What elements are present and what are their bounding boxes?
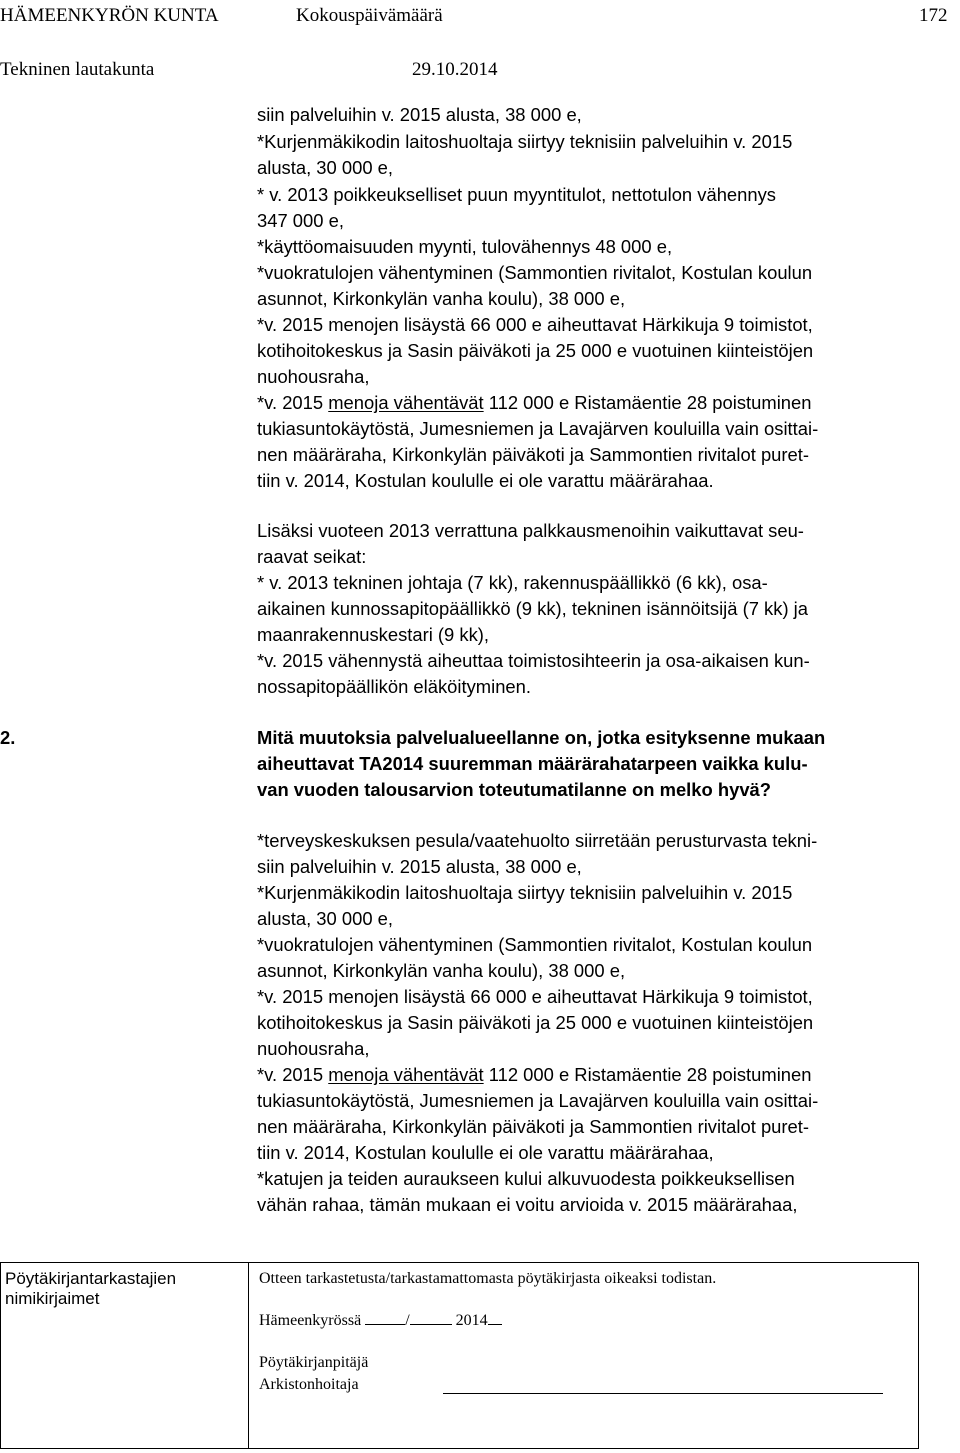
- text-segment: *v. 2015: [257, 392, 329, 413]
- text-line: kotihoitokeskus ja Sasin päiväkoti ja 25 000 e vuotuinen kiinteistöjen: [257, 1012, 814, 1033]
- text-line: tiin v. 2014, Kostulan koululle ei ole varattu määrärahaa,: [257, 1142, 714, 1163]
- text-line: nossapitopäällikön eläköityminen.: [257, 676, 531, 697]
- text-line: alusta, 30 000 e,: [257, 157, 393, 178]
- text-line: aikainen kunnossapitopäällikkö (9 kk), tekninen isännöitsijä (7 kk) ja: [257, 598, 808, 619]
- text-line: asunnot, Kirkonkylän vanha koulu), 38 000 e,: [257, 960, 626, 981]
- text-line: 347 000 e,: [257, 210, 344, 231]
- secretary-role: Pöytäkirjanpitäjä: [259, 1354, 369, 1371]
- signature-box: [0, 1262, 919, 1449]
- place-label: Hämeenkyrössä: [259, 1312, 362, 1329]
- text-line: asunnot, Kirkonkylän vanha koulu), 38 000 e,: [257, 288, 626, 309]
- text-line: *v. 2015 menojen lisäystä 66 000 e aiheuttavat Härkikuja 9 toimistot,: [257, 986, 813, 1007]
- text-line: * v. 2013 tekninen johtaja (7 kk), rakennuspäällikkö (6 kk), osa-: [257, 572, 768, 593]
- text-line: maanrakennuskestari (9 kk),: [257, 624, 490, 645]
- text-line: Lisäksi vuoteen 2013 verrattuna palkkausmenoihin vaikuttavat seu-: [257, 520, 804, 541]
- municipality-name: HÄMEENKYRÖN KUNTA: [0, 5, 219, 26]
- certification-text: Otteen tarkastetusta/tarkastamattomasta pöytäkirjasta oikeaksi todistan.: [259, 1270, 717, 1287]
- year-label: 2014: [455, 1312, 488, 1329]
- text-line: *Kurjenmäkikodin laitoshuoltaja siirtyy teknisiin palveluihin v. 2015: [257, 882, 793, 903]
- text-line: *v. 2015 menojen lisäystä 66 000 e aiheuttavat Härkikuja 9 toimistot,: [257, 314, 813, 335]
- text-segment: 112 000 e Ristamäentie 28 poistuminen: [483, 392, 812, 413]
- underlined-text: menoja vähentävät: [328, 392, 484, 413]
- underlined-text: menoja vähentävät: [328, 1064, 484, 1085]
- text-line: nuohousraha,: [257, 1038, 370, 1059]
- text-line: alusta, 30 000 e,: [257, 908, 393, 929]
- question-line: van vuoden talousarvion toteutumatilanne on melko hyvä?: [257, 779, 772, 800]
- text-line: nen määräraha, Kirkonkylän päiväkoti ja Sammontien rivitalot puret-: [257, 1116, 809, 1137]
- date-slash: /: [405, 1312, 410, 1329]
- board-name: Tekninen lautakunta: [0, 59, 155, 80]
- question-line: Mitä muutoksia palvelualueellanne on, jotka esityksenne mukaan: [257, 727, 826, 748]
- year-blank: [488, 1323, 502, 1325]
- text-line: [257, 1066, 811, 1084]
- text-segment: *v. 2015: [257, 1064, 329, 1085]
- text-line: raavat seikat:: [257, 546, 367, 567]
- initials-label-2: nimikirjaimet: [5, 1289, 100, 1308]
- day-blank: [365, 1323, 405, 1325]
- column-divider: [248, 1263, 249, 1448]
- signature-line: [443, 1393, 883, 1394]
- text-line: *vuokratulojen vähentyminen (Sammontien rivitalot, Kostulan koulun: [257, 934, 813, 955]
- text-line: nuohousraha,: [257, 366, 370, 387]
- text-line: tukiasuntokäytöstä, Jumesniemen ja Lavajärven kouluilla vain osittai-: [257, 418, 819, 439]
- question-number: 2.: [0, 727, 16, 748]
- meeting-date: 29.10.2014: [412, 59, 498, 80]
- meeting-date-label: Kokouspäivämäärä: [296, 5, 443, 26]
- text-segment: 112 000 e Ristamäentie 28 poistuminen: [483, 1064, 812, 1085]
- archivist-role: Arkistonhoitaja: [259, 1376, 359, 1393]
- text-line: tiin v. 2014, Kostulan koululle ei ole varattu määrärahaa.: [257, 470, 714, 491]
- text-line: vähän rahaa, tämän mukaan ei voitu arvioida v. 2015 määrärahaa,: [257, 1194, 798, 1215]
- question-line: aiheuttavat TA2014 suuremman määrärahatarpeen vaikka kulu-: [257, 753, 808, 774]
- text-line: siin palveluihin v. 2015 alusta, 38 000 e,: [257, 856, 582, 877]
- text-line: * v. 2013 poikkeukselliset puun myyntitulot, nettotulon vähennys: [257, 184, 776, 205]
- text-line: *katujen ja teiden auraukseen kului alkuvuodesta poikkeuksellisen: [257, 1168, 795, 1189]
- initials-label: Pöytäkirjantarkastajien: [5, 1269, 177, 1288]
- text-line: nen määräraha, Kirkonkylän päiväkoti ja Sammontien rivitalot puret-: [257, 444, 809, 465]
- text-line: *v. 2015 vähennystä aiheuttaa toimistosihteerin ja osa-aikaisen kun-: [257, 650, 810, 671]
- text-line: *käyttöomaisuuden myynti, tulovähennys 48 000 e,: [257, 236, 673, 257]
- month-blank: [410, 1323, 452, 1325]
- text-line: [257, 394, 811, 412]
- place-date-line: [259, 1313, 502, 1329]
- text-line: *Kurjenmäkikodin laitoshuoltaja siirtyy teknisiin palveluihin v. 2015: [257, 131, 793, 152]
- text-line: siin palveluihin v. 2015 alusta, 38 000 e,: [257, 104, 582, 125]
- page-number: 172: [919, 5, 948, 26]
- text-line: kotihoitokeskus ja Sasin päiväkoti ja 25 000 e vuotuinen kiinteistöjen: [257, 340, 814, 361]
- text-line: *vuokratulojen vähentyminen (Sammontien rivitalot, Kostulan koulun: [257, 262, 813, 283]
- text-line: tukiasuntokäytöstä, Jumesniemen ja Lavajärven kouluilla vain osittai-: [257, 1090, 819, 1111]
- text-line: *terveyskeskuksen pesula/vaatehuolto siirretään perusturvasta tekni-: [257, 830, 818, 851]
